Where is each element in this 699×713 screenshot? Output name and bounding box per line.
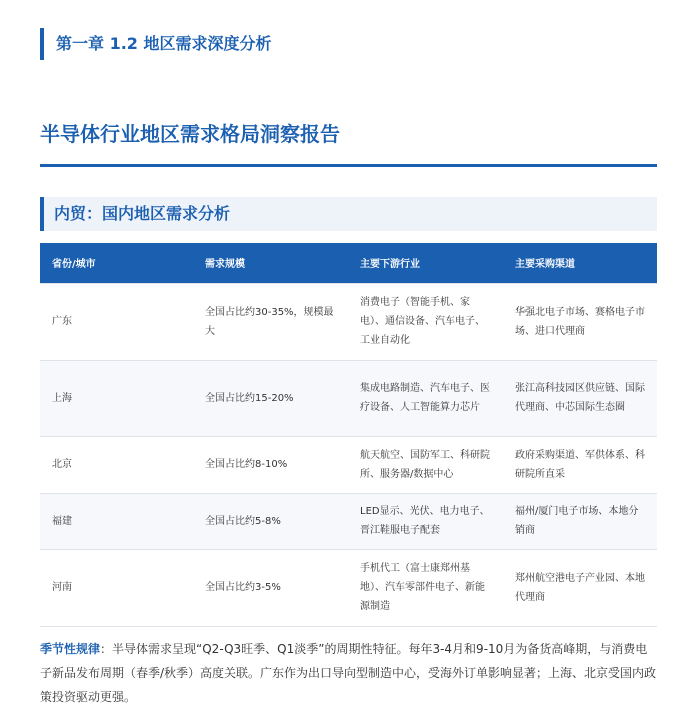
section-heading: [40, 197, 657, 231]
table-header-row: [40, 243, 657, 283]
cell-demand-scale: 全国占比约3-5%: [193, 549, 348, 626]
cell-downstream-industries: LED显示、光伏、电力电子、晋江鞋服电子配套: [348, 493, 503, 549]
cell-demand-scale: 全国占比约15-20%: [193, 360, 348, 436]
cell-procurement-channels: 郑州航空港电子产业园、本地代理商: [503, 549, 657, 626]
cell-demand-scale: 全国占比约30-35%，规模最大: [193, 283, 348, 360]
cell-province: 北京: [40, 436, 193, 493]
table-row: [40, 436, 657, 493]
header-province: 省份/城市: [40, 243, 193, 283]
header-downstream-industries: 主要下游行业: [348, 243, 503, 283]
table-row: [40, 283, 657, 360]
title-divider: [40, 164, 657, 167]
note-text: ：半导体需求呈现“Q2-Q3旺季、Q1淡季”的周期性特征。每年3-4月和9-10月为备货高峰期，与消费电子新品发布周期（春季/秋季）高度关联。广东作为出口导向型制造中心，受海外订单影响显著；上海、北京受国内政策投资驱动更强。: [40, 642, 657, 704]
table-row: [40, 493, 657, 549]
cell-province: 上海: [40, 360, 193, 436]
cell-procurement-channels: 福州/厦门电子市场、本地分销商: [503, 493, 657, 549]
cell-downstream-industries: 消费电子（智能手机、家电）、通信设备、汽车电子、工业自动化: [348, 283, 503, 360]
cell-downstream-industries: 航天航空、国防军工、科研院所、服务器/数据中心: [348, 436, 503, 493]
cell-province: 福建: [40, 493, 193, 549]
region-demand-table: [40, 243, 657, 627]
cell-procurement-channels: 华强北电子市场、赛格电子市场、进口代理商: [503, 283, 657, 360]
cell-procurement-channels: 张江高科技园区供应链、国际代理商、中芯国际生态圈: [503, 360, 657, 436]
table-row: [40, 360, 657, 436]
note-label: 季节性规律: [40, 642, 101, 656]
seasonality-note: [40, 637, 657, 709]
header-procurement-channels: 主要采购渠道: [503, 243, 657, 283]
section-title: 内贸：国内地区需求分析: [54, 204, 231, 223]
header-demand-scale: 需求规模: [193, 243, 348, 283]
cell-procurement-channels: 政府采购渠道、军供体系、科研院所直采: [503, 436, 657, 493]
chapter-title: 第一章 1.2 地区需求深度分析: [56, 34, 272, 53]
cell-downstream-industries: 集成电路制造、汽车电子、医疗设备、人工智能算力芯片: [348, 360, 503, 436]
cell-demand-scale: 全国占比约5-8%: [193, 493, 348, 549]
cell-downstream-industries: 手机代工（富士康郑州基地）、汽车零部件电子、新能源制造: [348, 549, 503, 626]
report-title: 半导体行业地区需求格局洞察报告: [40, 122, 340, 146]
cell-province: 广东: [40, 283, 193, 360]
cell-demand-scale: 全国占比约8-10%: [193, 436, 348, 493]
chapter-heading: [40, 28, 272, 60]
table-row: [40, 549, 657, 626]
cell-province: 河南: [40, 549, 193, 626]
